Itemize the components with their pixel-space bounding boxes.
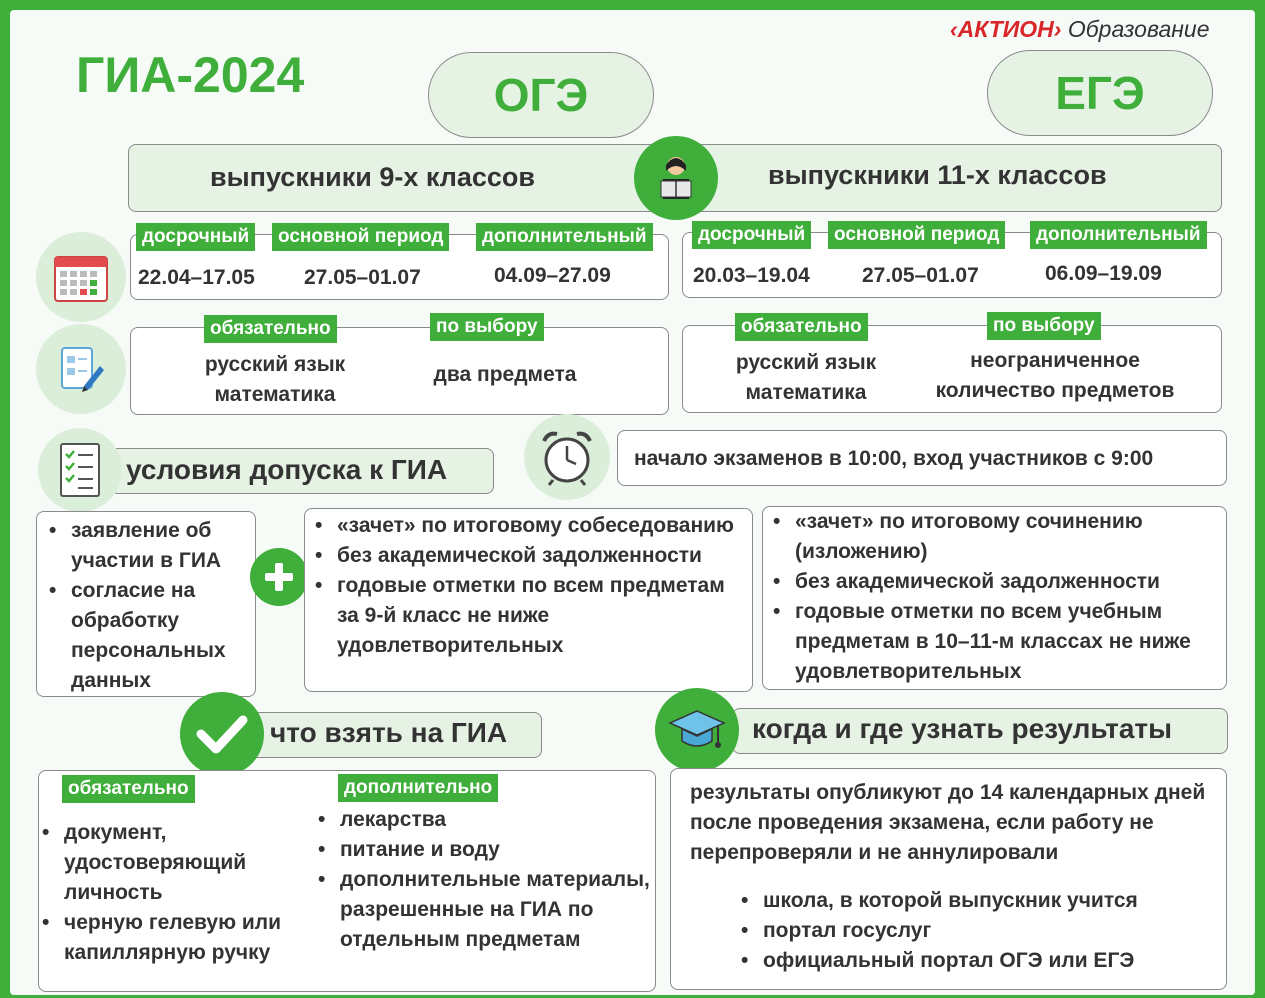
take-extra-list xyxy=(310,805,650,955)
oge-choice-subjects: два предмета xyxy=(433,363,577,386)
take-mandatory-column xyxy=(34,818,316,968)
page-title: ГИА-2024 xyxy=(76,47,305,103)
list-item: • годовые отметки по всем предметам за 9-й класс не ниже удовлетворительных xyxy=(337,571,748,661)
document-pen-icon xyxy=(36,324,126,414)
brand-name-red: ‹АКТИОН› xyxy=(950,16,1062,42)
admission-oge-list xyxy=(307,511,748,661)
graduation-cap-icon xyxy=(655,688,739,772)
list-item: • черную гелевую или капиллярную ручку xyxy=(64,908,316,968)
list-item: • «зачет» по итоговому сочинению (изложению) xyxy=(795,507,1226,567)
period-label-main-oge: основной период xyxy=(272,223,449,251)
period-label-main-ege: основной период xyxy=(828,221,1005,249)
plus-icon xyxy=(250,548,308,606)
results-text: результаты опубликуют до 14 календарных дней после проведения экзамена, если работу не перепроверяли и не аннулировали xyxy=(690,781,1206,864)
period-dates-early-oge: 22.04–17.05 xyxy=(138,266,255,289)
period-label-early-ege: досрочный xyxy=(692,221,811,249)
period-dates-main-ege: 27.05–01.07 xyxy=(862,264,979,287)
brand-logo xyxy=(950,16,1210,43)
period-label-early-oge: досрочный xyxy=(136,223,255,251)
choice-tag-oge: по выбору xyxy=(430,313,544,341)
brand-name-rest: Образование xyxy=(1067,16,1210,42)
admission-ege-box xyxy=(762,506,1227,690)
oge-mandatory-subject-2: математика xyxy=(214,383,336,406)
period-dates-early-ege: 20.03–19.04 xyxy=(693,264,810,287)
ege-mandatory-subject-1: русский язык xyxy=(735,351,877,374)
list-item: • годовые отметки по всем учебным предметам в 10–11-м классах не ниже удовлетворительных xyxy=(795,597,1226,687)
calendar-icon xyxy=(36,232,126,322)
list-item: • документ, удостоверяющий личность xyxy=(64,818,316,908)
oge-pill xyxy=(428,52,654,138)
admission-ege-list xyxy=(765,507,1226,687)
list-item: • «зачет» по итоговому собеседованию xyxy=(337,511,748,541)
oge-mandatory-subject-1: русский язык xyxy=(204,353,346,376)
results-places-column xyxy=(733,886,1223,976)
list-item: • заявление об участии в ГИА xyxy=(71,516,251,576)
mandatory-tag-ege: обязательно xyxy=(735,313,868,341)
graduates-ege: выпускники 11-х классов xyxy=(768,160,1107,190)
mandatory-tag-oge: обязательно xyxy=(204,315,337,343)
oge-label: ОГЭ xyxy=(493,69,589,121)
graduates-oge: выпускники 9-х классов xyxy=(210,162,536,192)
infographic xyxy=(10,10,1255,995)
results-places-list xyxy=(733,886,1223,976)
take-mandatory-list xyxy=(34,818,316,968)
ege-mandatory-subject-2: математика xyxy=(745,381,867,404)
admission-oge-box xyxy=(304,508,753,692)
alarm-clock-icon xyxy=(524,414,610,500)
list-item: • портал госуслуг xyxy=(763,916,1223,946)
list-item: • согласие на обработку персональных данных xyxy=(71,576,251,696)
ege-choice-subjects-1: неограниченное xyxy=(970,349,1140,372)
ege-label: ЕГЭ xyxy=(1055,67,1145,119)
admission-common-list xyxy=(41,516,251,696)
results-title: когда и где узнать результаты xyxy=(752,713,1173,744)
period-label-extra-oge: дополнительный xyxy=(476,223,653,251)
period-label-extra-ege: дополнительный xyxy=(1030,221,1207,249)
list-item: • без академической задолженности xyxy=(337,541,748,571)
list-item: • без академической задолженности xyxy=(795,567,1226,597)
list-item: • лекарства xyxy=(340,805,650,835)
period-dates-extra-oge: 04.09–27.09 xyxy=(494,264,611,287)
list-item: • питание и воду xyxy=(340,835,650,865)
take-mandatory-tag: обязательно xyxy=(62,775,195,803)
admission-title: условия допуска к ГИА xyxy=(126,454,448,485)
ege-pill xyxy=(987,50,1213,136)
take-extra-tag: дополнительно xyxy=(338,774,498,802)
admission-common-box xyxy=(36,511,256,697)
list-item: • официальный портал ОГЭ или ЕГЭ xyxy=(763,946,1223,976)
checkmark-icon xyxy=(180,692,264,776)
period-dates-extra-ege: 06.09–19.09 xyxy=(1045,262,1162,285)
ege-choice-subjects-2: количество предметов xyxy=(935,379,1175,402)
student-icon xyxy=(634,136,718,220)
take-extra-column xyxy=(310,805,650,955)
choice-tag-ege: по выбору xyxy=(987,312,1101,340)
start-time-text: начало экзаменов в 10:00, вход участников с 9:00 xyxy=(634,447,1154,470)
take-title: что взять на ГИА xyxy=(270,717,508,748)
list-item: • школа, в которой выпускник учится xyxy=(763,886,1223,916)
checklist-icon xyxy=(38,428,122,512)
period-dates-main-oge: 27.05–01.07 xyxy=(304,266,421,289)
list-item: • дополнительные материалы, разрешенные на ГИА по отдельным предметам xyxy=(340,865,650,955)
